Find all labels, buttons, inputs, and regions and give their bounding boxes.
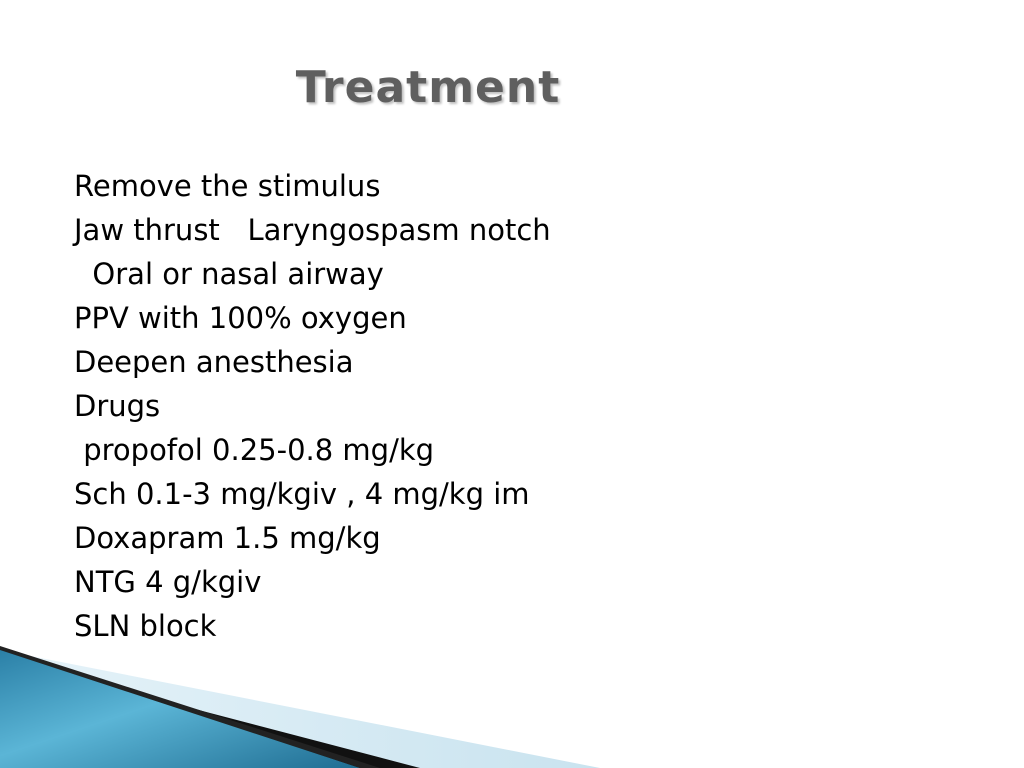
list-item: PPV with 100% oxygen	[74, 301, 407, 335]
list-item: Deepen anesthesia	[74, 345, 354, 379]
slide-title: Treatment	[295, 62, 561, 113]
list-item: Sch 0.1-3 mg/kgiv , 4 mg/kg im	[74, 477, 530, 511]
list-item: Remove the stimulus	[74, 169, 381, 203]
list-item: Drugs	[74, 389, 161, 423]
list-item: Oral or nasal airway	[74, 257, 384, 291]
treatment-list	[74, 164, 551, 648]
list-item: SLN block	[74, 609, 217, 643]
corner-decoration	[0, 640, 1024, 768]
list-item: Jaw thrust Laryngospasm notch	[74, 213, 551, 247]
list-item: NTG 4 g/kgiv	[74, 565, 262, 599]
list-item: Doxapram 1.5 mg/kg	[74, 521, 381, 555]
list-item: propofol 0.25-0.8 mg/kg	[74, 433, 435, 467]
